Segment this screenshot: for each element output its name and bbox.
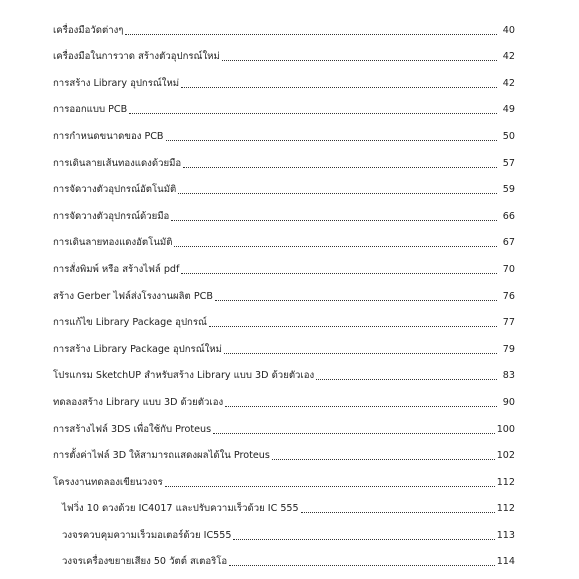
dot-leader [174,244,497,247]
toc-entry-page: 42 [502,77,515,89]
toc-entry[interactable] [53,10,515,37]
dot-leader [178,191,497,194]
toc-subentry[interactable] [53,489,515,516]
dot-leader [171,218,497,221]
toc-entry-title: การเดินลายทองแดงอัตโนมัติ [53,237,173,249]
dot-leader [301,510,495,513]
dot-leader [129,111,497,114]
dot-leader [165,484,495,487]
toc-entry-page: 49 [502,104,515,116]
toc-entry-page: 112 [496,503,515,515]
toc-subentry[interactable] [53,542,515,569]
toc-entry-title: การสั่งพิมพ์ หรือ สร้างไฟล์ pdf [53,263,180,275]
toc-entry-page: 114 [496,556,515,568]
toc-entry-page: 50 [502,130,515,142]
dot-leader [215,298,497,301]
toc-entry-title: การตั้งค่าไฟล์ 3D ให้สามารถแสดงผลได้ใน Proteus [53,450,270,462]
toc-entry[interactable] [53,223,515,250]
dot-leader [222,58,497,61]
toc-entry-page: 42 [502,51,515,63]
toc-entry-title: การเดินลายเส้นทองแดงด้วยมือ [53,157,182,169]
toc-entry[interactable] [53,63,515,90]
dot-leader [229,563,495,566]
toc-subentry[interactable] [53,515,515,542]
toc-entry-title: โครงงานทดลองเขียนวงจร [53,476,163,488]
toc-entry[interactable] [53,329,515,356]
toc-entry[interactable] [53,462,515,489]
toc-entry-title: ทดลองสร้าง Library แบบ 3D ด้วยตัวเอง [53,396,224,408]
toc-entry[interactable] [53,143,515,170]
toc-entry[interactable] [53,170,515,197]
toc-entry-title: การจัดวางตัวอุปกรณ์อัตโนมัติ [53,184,177,196]
table-of-contents [53,10,515,568]
toc-entry-page: 76 [502,290,515,302]
toc-entry-title: การออกแบบ PCB [53,104,128,116]
toc-entry[interactable] [53,90,515,117]
toc-entry-title: การจัดวางตัวอุปกรณ์ด้วยมือ [53,210,170,222]
toc-entry-page: 67 [502,237,515,249]
toc-entry-title: เครื่องมือวัดต่างๆ [53,24,124,36]
toc-entry[interactable] [53,276,515,303]
toc-entry[interactable] [53,249,515,276]
toc-entry-title: การสร้าง Library Package อุปกรณ์ใหม่ [53,343,222,355]
toc-entry-page: 79 [502,343,515,355]
toc-entry[interactable] [53,303,515,330]
toc-entry-title: วงจรเครื่องขยายเสียง 50 วัตต์ สเตอริโอ [62,556,228,568]
toc-entry-title: การสร้าง Library อุปกรณ์ใหม่ [53,77,180,89]
dot-leader [224,351,497,354]
toc-entry-page: 100 [496,423,515,435]
toc-entry[interactable] [53,409,515,436]
toc-entry-page: 57 [502,157,515,169]
toc-entry[interactable] [53,116,515,143]
dot-leader [233,537,494,540]
toc-entry[interactable] [53,37,515,64]
toc-entry-page: 40 [502,24,515,36]
toc-entry-title: ไฟวิ่ง 10 ดวงด้วย IC4017 และปรับความเร็วด้วย IC 555 [62,503,299,515]
toc-entry[interactable] [53,196,515,223]
dot-leader [272,457,495,460]
dot-leader [181,85,497,88]
toc-entry[interactable] [53,382,515,409]
toc-entry-title: การแก้ไข Library Package อุปกรณ์ [53,317,207,329]
dot-leader [181,271,497,274]
dot-leader [209,324,497,327]
toc-entry-page: 59 [502,184,515,196]
toc-entry-page: 83 [502,370,515,382]
toc-entry-title: สร้าง Gerber ไฟล์ส่งโรงงานผลิต PCB [53,290,213,302]
dot-leader [125,32,497,35]
toc-entry[interactable] [53,356,515,383]
dot-leader [166,138,497,141]
dot-leader [213,431,495,434]
toc-entry-title: วงจรควบคุมความเร็วมอเตอร์ด้วย IC555 [62,529,232,541]
toc-entry-page: 112 [496,476,515,488]
dot-leader [225,404,497,407]
toc-entry-page: 113 [496,529,515,541]
dot-leader [183,165,497,168]
dot-leader [316,377,497,380]
toc-entry-page: 90 [502,396,515,408]
toc-entry-title: เครื่องมือในการวาด สร้างตัวอุปกรณ์ใหม่ [53,51,220,63]
toc-entry-page: 70 [502,263,515,275]
toc-entry-title: โปรแกรม SketchUP สำหรับสร้าง Library แบบ 3D ด้วยตัวเอง [53,370,315,382]
toc-entry-title: การกำหนดขนาดของ PCB [53,130,164,142]
toc-entry-title: การสร้างไฟล์ 3DS เพื่อใช้กับ Proteus [53,423,212,435]
toc-entry[interactable] [53,436,515,463]
toc-entry-page: 77 [502,317,515,329]
toc-entry-page: 66 [502,210,515,222]
toc-entry-page: 102 [496,450,515,462]
